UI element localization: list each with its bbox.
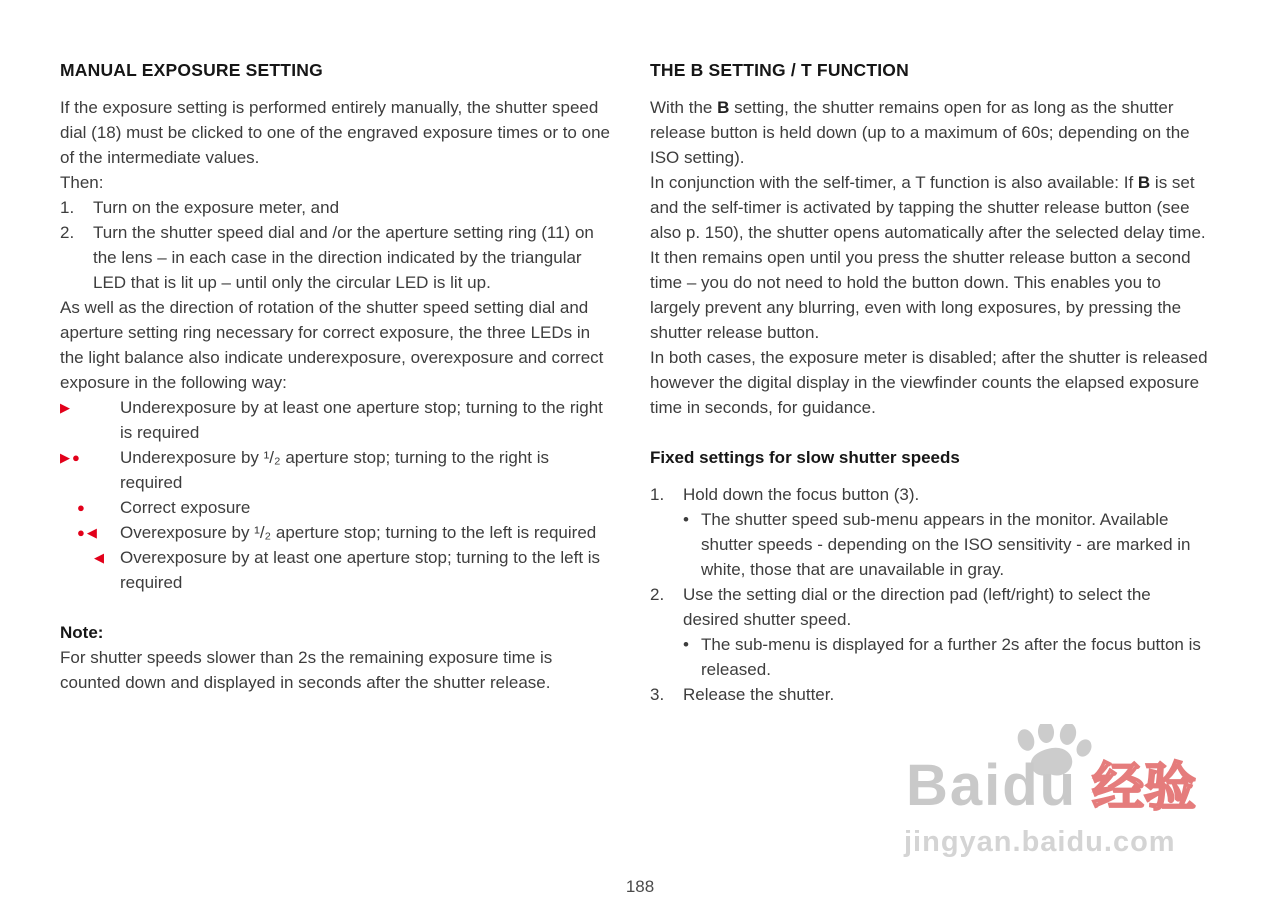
led-indicator-item (60, 395, 616, 445)
b-setting-glyph: B (717, 98, 730, 117)
watermark-url: jingyan.baidu.com (904, 826, 1176, 858)
item-text: Turn on the exposure meter, and (93, 198, 340, 217)
note-heading: Note: (60, 623, 104, 642)
item-number: 1. (60, 198, 75, 217)
item-text: Use the setting dial or the direction pad (left/right) to select the desired shutter speed. (683, 585, 1151, 629)
intro-paragraph: If the exposure setting is performed entirely manually, the shutter speed dial (18) must be clicked to one of the engraved exposure times or to one of the intermediate values. (60, 98, 610, 167)
section-heading-b-setting: THE B SETTING / T FUNCTION (650, 60, 909, 80)
led-right-triangle-icon: ▶ (60, 400, 72, 415)
led-indicator-item (60, 495, 616, 520)
item-text: Turn the shutter speed dial and /or the aperture setting ring (11) on the lens – in each case in the direction indicated by the triangular LED that is lit up – until only the circular LED is lit up. (93, 223, 594, 292)
numbered-item (650, 682, 1210, 707)
led-item-text: Correct exposure (120, 498, 251, 517)
led-item-text: Underexposure by ¹/₂ aperture stop; turning to the right is required (120, 448, 549, 492)
section-heading-manual-exposure: MANUAL EXPOSURE SETTING (60, 60, 323, 80)
led-indicator-item (60, 445, 616, 495)
baidu-jingyan-watermark (900, 722, 1230, 872)
bullet-item (650, 507, 1210, 582)
item-text: Release the shutter. (683, 685, 835, 704)
then-label: Then: (60, 173, 104, 192)
bullet-text: The shutter speed sub-menu appears in the monitor. Available shutter speeds - depending on the ISO sensitivity - are marked in white, those that are unavailable in gray. (701, 510, 1191, 579)
item-text: Hold down the focus button (3). (683, 485, 920, 504)
jingyan-cn-wordmark: 经验 (1092, 759, 1197, 817)
b-setting-glyph: B (1137, 173, 1151, 192)
bullet-icon: • (683, 510, 689, 529)
paragraph-text: In conjunction with the self-timer, a T function is also available: If (650, 173, 1138, 192)
paragraph-text: With the (650, 98, 718, 117)
led-indicator-item (60, 545, 616, 595)
numbered-item (60, 195, 616, 220)
paragraph-text: is set and the self-timer is activated by tapping the shutter release button (see also p. 150), the shutter opens automatically after the selected delay time. It then remains open until you press the shutter release button a second time – you do not need to hold the button down. This enables you to largely prevent any blurring, even with long exposures, by pressing the shutter release button. (650, 173, 1206, 342)
b-setting-paragraph-1 (650, 95, 1210, 170)
right-column (650, 58, 1210, 707)
led-item-text: Overexposure by at least one aperture stop; turning to the left is required (120, 548, 601, 592)
item-number: 1. (650, 485, 665, 504)
bullet-item (650, 632, 1210, 682)
numbered-item (650, 582, 1210, 632)
baidu-wordmark: Baidu (906, 753, 1078, 818)
led-intro-paragraph: As well as the direction of rotation of the shutter speed setting dial and aperture setting ring necessary for correct exposure, the three LEDs in the light balance also indicate underexposure, overexposure and correct exposure in the following way: (60, 298, 604, 392)
led-right-triangle-dot-icon: ▶● (60, 450, 82, 465)
b-setting-paragraph-3: In both cases, the exposure meter is disabled; after the shutter is released however the digital display in the viewfinder counts the elapsed exposure time in seconds, for guidance. (650, 348, 1208, 417)
page-number: 188 (625, 877, 655, 896)
paragraph-text: setting, the shutter remains open for as long as the shutter release button is held down (up to a maximum of 60s; depending on the ISO setting). (650, 98, 1190, 167)
led-indicator-item (60, 520, 616, 545)
item-number: 2. (650, 585, 665, 604)
numbered-item (650, 482, 1210, 507)
led-dot-left-triangle-icon: ●◀ (77, 525, 99, 540)
led-item-text: Overexposure by ¹/₂ aperture stop; turning to the left is required (120, 523, 597, 542)
left-column (60, 58, 616, 695)
b-setting-paragraph-2 (650, 170, 1210, 345)
bullet-icon: • (683, 635, 689, 654)
led-dot-icon: ● (77, 500, 87, 515)
numbered-item (60, 220, 616, 295)
sub-heading-fixed-settings: Fixed settings for slow shutter speeds (650, 448, 960, 467)
led-item-text: Underexposure by at least one aperture stop; turning to the right is required (120, 398, 603, 442)
note-text: For shutter speeds slower than 2s the remaining exposure time is counted down and displayed in seconds after the shutter release. (60, 648, 553, 692)
bullet-text: The sub-menu is displayed for a further 2s after the focus button is released. (701, 635, 1201, 679)
item-number: 2. (60, 223, 75, 242)
led-left-triangle-icon: ◀ (94, 550, 106, 565)
item-number: 3. (650, 685, 665, 704)
